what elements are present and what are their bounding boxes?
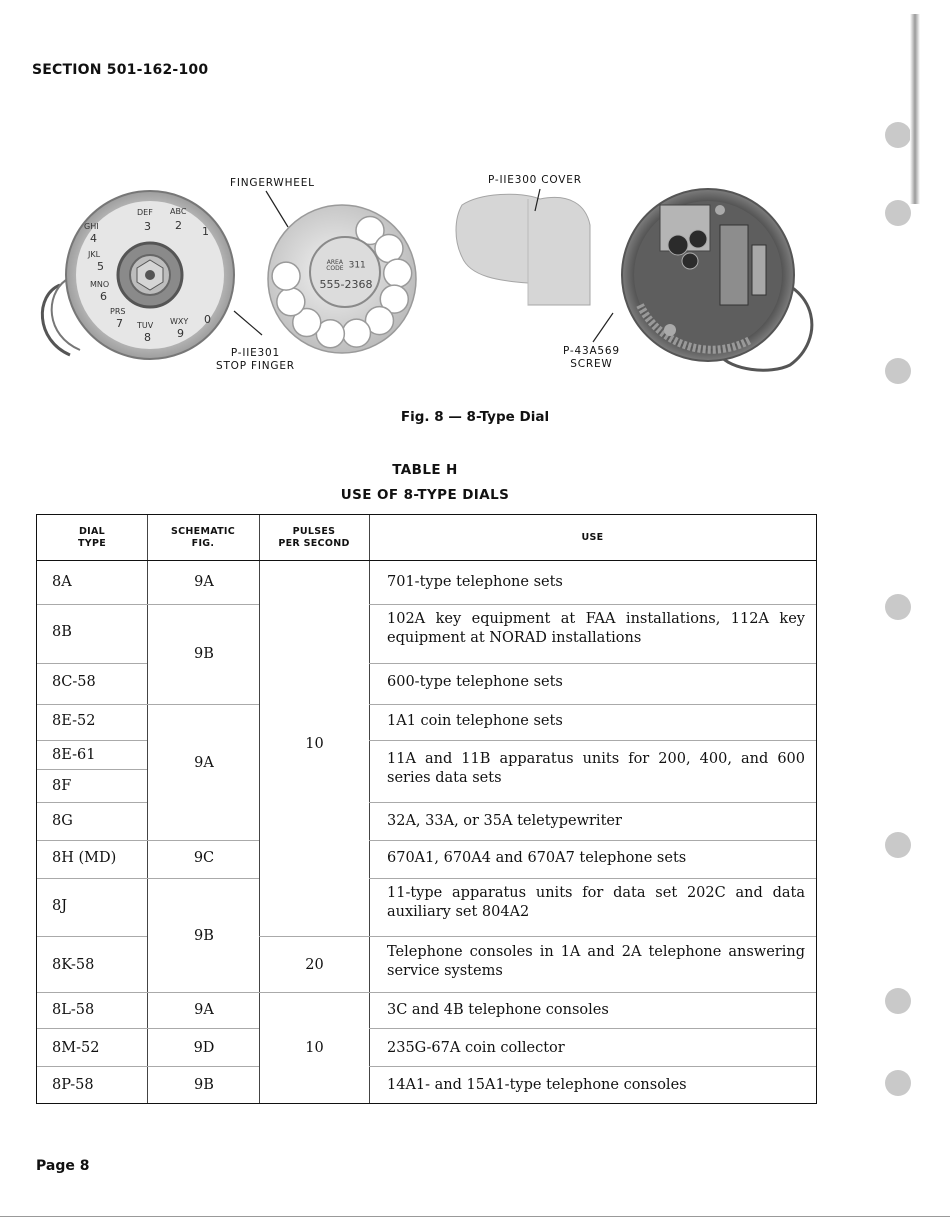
- cell-dial-type: 8H (MD): [52, 849, 117, 866]
- finger-hole: [342, 319, 370, 347]
- cell-dial-type: 8E-52: [52, 712, 96, 729]
- row-rule: [37, 1066, 147, 1067]
- cell-dial-type: 8A: [52, 573, 72, 590]
- row-rule: [37, 802, 147, 803]
- cell-dial-type: 8G: [52, 812, 73, 829]
- dial-letters-wxy: WXY: [170, 317, 189, 326]
- row-rule: [369, 1028, 816, 1029]
- dial-number-4: 4: [90, 232, 97, 245]
- cell-use: 600-type telephone sets: [387, 673, 563, 690]
- row-rule: [369, 840, 816, 841]
- dial-letters-mno: MNO: [90, 280, 110, 289]
- cell-use: 701-type telephone sets: [387, 573, 563, 590]
- cell-schematic-fig: 9D: [193, 1039, 215, 1056]
- cell-pulses-per-second: 10: [305, 735, 324, 752]
- row-rule: [37, 769, 147, 770]
- cell-use: 32A, 33A, or 35A teletypewriter: [387, 812, 622, 829]
- finger-hole: [272, 262, 300, 290]
- cell-schematic-fig: 9A: [194, 754, 214, 771]
- punch-hole: [885, 594, 911, 620]
- dial-letters-abc: ABC: [170, 207, 187, 216]
- punch-hole: [885, 200, 911, 226]
- dial-number-7: 7: [116, 317, 123, 330]
- cell-dial-type: 8M-52: [52, 1039, 100, 1056]
- callout-stop-finger: P-IIE301 STOP FINGER: [216, 347, 295, 372]
- row-rule: [369, 878, 816, 879]
- figure-caption: Fig. 8 — 8-Type Dial: [400, 409, 550, 425]
- row-rule: [369, 936, 816, 937]
- section-header: SECTION 501-162-100: [32, 62, 209, 78]
- bottom-edge: [0, 1216, 950, 1217]
- cell-schematic-fig: 9C: [193, 849, 215, 866]
- cell-use: 11A and 11B apparatus units for 200, 400, and 600 series data sets: [387, 751, 805, 786]
- row-rule: [147, 992, 259, 993]
- row-rule: [369, 604, 816, 605]
- dial-letters-prs: PRS: [110, 307, 126, 316]
- dial-letters-jkl: JKL: [88, 250, 101, 259]
- row-rule: [369, 992, 816, 993]
- dial-number-3: 3: [144, 220, 151, 233]
- header-use: USE: [581, 531, 604, 543]
- row-rule: [37, 604, 147, 605]
- row-rule: [37, 740, 147, 741]
- cell-schematic-fig: 9B: [194, 1076, 214, 1093]
- dial-usage-table: [36, 514, 817, 1104]
- cell-dial-type: 8B: [52, 623, 72, 640]
- finger-hole: [375, 235, 403, 263]
- cell-use: 670A1, 670A4 and 670A7 telephone sets: [387, 849, 687, 866]
- row-rule: [147, 878, 259, 879]
- punch-hole: [885, 1070, 911, 1096]
- dial-number-0: 0: [204, 313, 211, 326]
- row-rule: [259, 992, 369, 993]
- row-rule: [147, 704, 259, 705]
- table-number: TABLE H: [392, 462, 458, 478]
- punch-hole: [885, 988, 911, 1014]
- dial-letters-ghi: GHI: [84, 222, 99, 231]
- cell-use: Telephone consoles in 1A and 2A telephone answering service systems: [387, 944, 805, 979]
- punch-hole: [885, 832, 911, 858]
- row-rule: [147, 840, 259, 841]
- cell-use: 235G-67A coin collector: [387, 1039, 565, 1056]
- dial-mechanism-photo: [622, 189, 812, 370]
- cell-use: 11-type apparatus units for data set 202C and data auxiliary set 804A2: [387, 885, 805, 920]
- header-pulses-per-second: PULSES PER SECOND: [278, 525, 350, 549]
- punch-hole: [885, 358, 911, 384]
- cell-schematic-fig: 9A: [194, 1001, 214, 1018]
- dial-letters-tuv: TUV: [137, 321, 154, 330]
- dial-number-6: 6: [100, 290, 107, 303]
- cell-dial-type: 8J: [52, 897, 68, 914]
- row-rule: [37, 1028, 147, 1029]
- table-title: USE OF 8-TYPE DIALS: [340, 487, 510, 503]
- row-rule: [369, 802, 816, 803]
- cell-pulses-per-second: 10: [305, 1039, 324, 1056]
- row-rule: [369, 1066, 816, 1067]
- callout-screw: P-43A569 SCREW: [563, 345, 620, 370]
- dial-cover-photo: [456, 194, 590, 305]
- page-number: Page 8: [36, 1158, 90, 1174]
- row-rule: [369, 740, 816, 741]
- row-rule: [147, 604, 259, 605]
- cell-dial-type: 8E-61: [52, 746, 96, 763]
- cell-use: 3C and 4B telephone consoles: [387, 1001, 609, 1018]
- dial-number-9: 9: [177, 327, 184, 340]
- dial-number-card: [315, 255, 377, 295]
- figure-8-type-dial: [30, 165, 840, 405]
- dial-number-1: 1: [202, 225, 209, 238]
- row-rule: [37, 704, 147, 705]
- area-code: 311: [348, 260, 366, 271]
- card-phone-number: 555-2368: [319, 278, 373, 291]
- cell-dial-type: 8C-58: [52, 673, 96, 690]
- callout-cover: P-IIE300 COVER: [488, 174, 582, 186]
- row-rule: [37, 992, 147, 993]
- row-rule: [37, 663, 147, 664]
- row-rule: [369, 663, 816, 664]
- row-rule: [147, 1028, 259, 1029]
- row-rule: [147, 1066, 259, 1067]
- cell-use: 1A1 coin telephone sets: [387, 712, 563, 729]
- cell-dial-type: 8P-58: [52, 1076, 94, 1093]
- row-rule: [369, 704, 816, 705]
- row-rule: [37, 936, 147, 937]
- cell-dial-type: 8L-58: [52, 1001, 95, 1018]
- row-rule: [37, 840, 147, 841]
- cell-pulses-per-second: 20: [305, 956, 324, 973]
- dial-number-2: 2: [175, 219, 182, 232]
- header-rule: [37, 560, 816, 561]
- finger-hole: [277, 288, 305, 316]
- header-schematic-fig: SCHEMATIC FIG.: [170, 525, 235, 549]
- punch-hole: [885, 122, 911, 148]
- row-rule: [259, 936, 369, 937]
- row-rule: [37, 878, 147, 879]
- cell-dial-type: 8F: [52, 777, 72, 794]
- cell-schematic-fig: 9B: [194, 645, 214, 662]
- page-edge-shadow: [910, 14, 920, 204]
- area-code-label: AREA CODE: [326, 258, 344, 272]
- cell-schematic-fig: 9A: [194, 573, 214, 590]
- cell-use: 14A1- and 15A1-type telephone consoles: [387, 1076, 687, 1093]
- cell-schematic-fig: 9B: [194, 927, 214, 944]
- cell-dial-type: 8K-58: [52, 956, 95, 973]
- header-dial-type: DIAL TYPE: [77, 525, 106, 549]
- cell-use: 102A key equipment at FAA installations, 112A key equipment at NORAD installations: [387, 611, 805, 646]
- finger-hole: [384, 259, 412, 287]
- dial-number-5: 5: [97, 260, 104, 273]
- dial-letters-def: DEF: [137, 208, 153, 217]
- dial-number-8: 8: [144, 331, 151, 344]
- callout-fingerwheel: FINGERWHEEL: [230, 177, 315, 189]
